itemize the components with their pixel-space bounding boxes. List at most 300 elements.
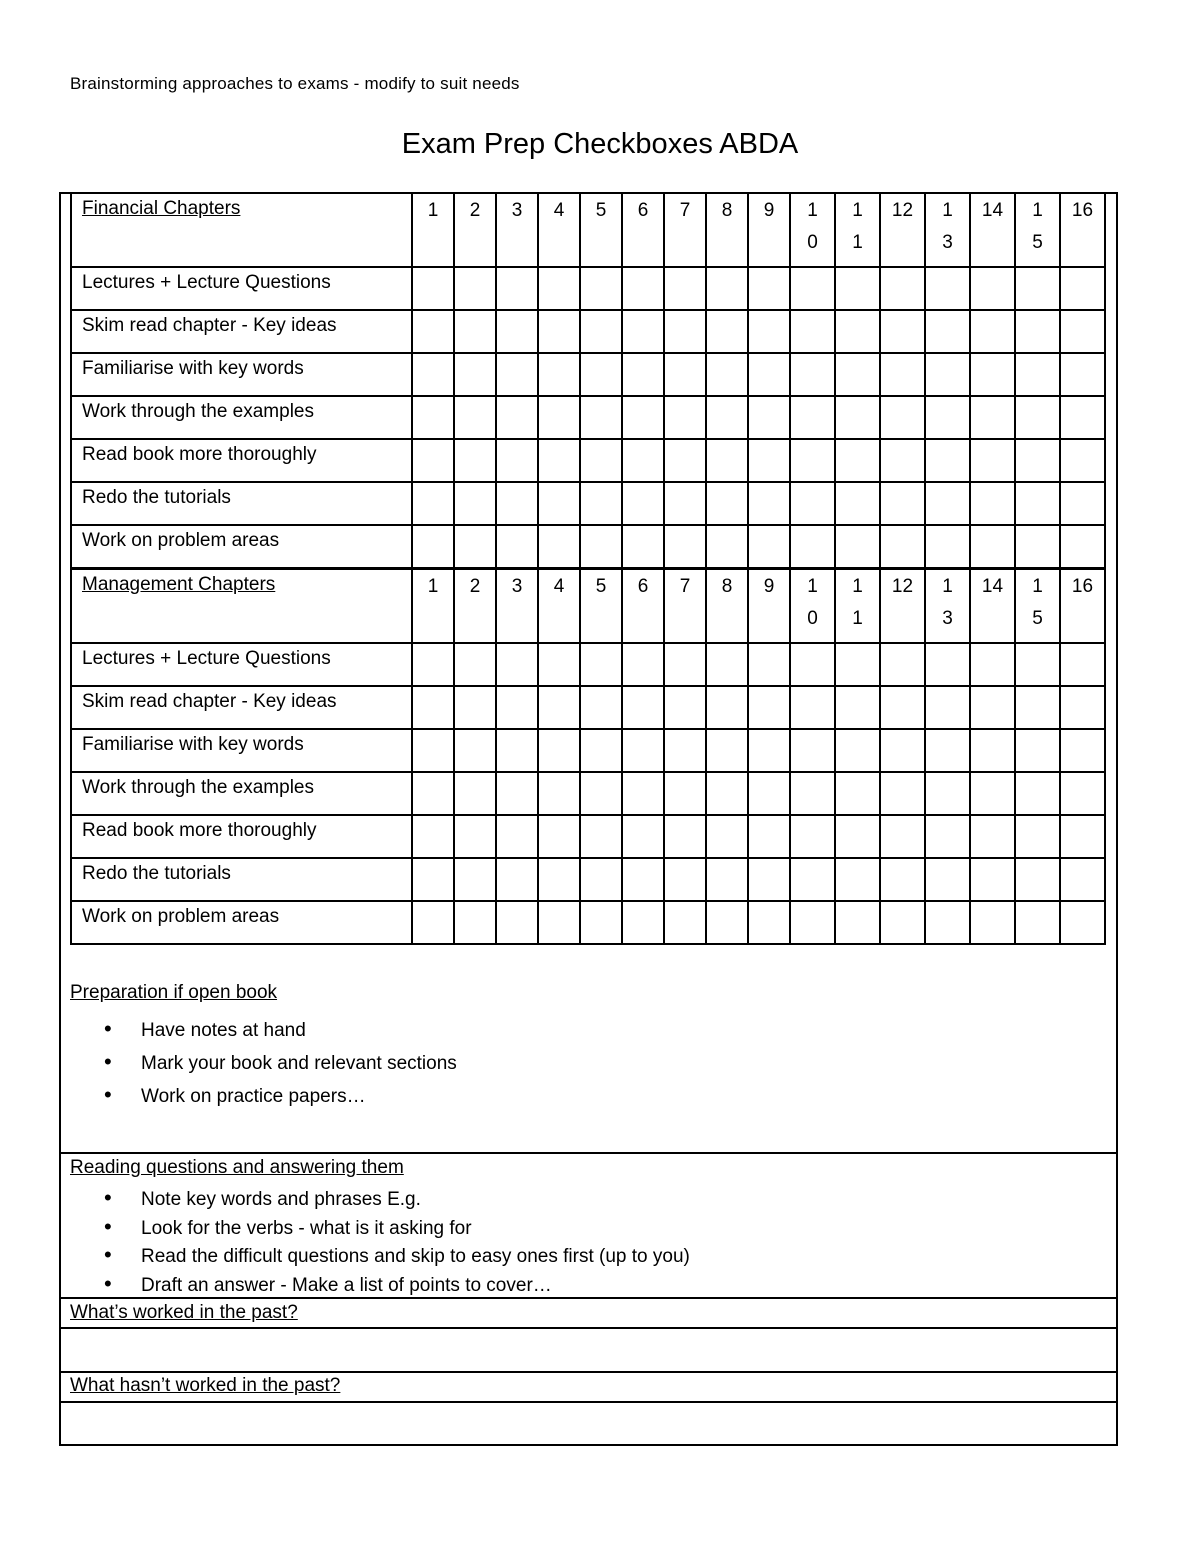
checkbox-cell[interactable] [1060,901,1105,944]
checkbox-cell[interactable] [706,353,748,396]
checkbox-cell[interactable] [454,815,496,858]
chapter-number-digit: 3 [511,200,523,221]
not-worked-heading: What hasn’t worked in the past? [70,1375,341,1396]
checkbox-cell[interactable] [538,396,580,439]
table-heading: Financial Chapters [82,198,241,219]
checkbox-cell[interactable] [622,525,664,568]
checkbox-cell[interactable] [835,525,880,568]
chapter-number-digit: 5 [1032,608,1043,629]
chapter-number-header [706,569,748,643]
task-label: Work through the examples [71,396,412,439]
checkbox-cell[interactable] [790,353,835,396]
chapter-number-digit: 1 [942,576,953,597]
chapter-number-digit: 1 [427,200,439,221]
checkbox-cell[interactable] [835,439,880,482]
checkbox-cell[interactable] [835,267,880,310]
checkbox-cell[interactable] [664,772,706,815]
checkbox-cell[interactable] [496,267,538,310]
list-item: • Have notes at hand [70,1014,457,1047]
financial-chapters-table [70,192,1106,569]
checkbox-cell[interactable] [970,729,1015,772]
checkbox-cell[interactable] [412,482,454,525]
chapter-number-header [622,569,664,643]
checkbox-cell[interactable] [1060,267,1105,310]
checkbox-cell[interactable] [538,525,580,568]
chapter-number-header [664,193,706,267]
checkbox-cell[interactable] [790,482,835,525]
checkbox-cell[interactable] [835,901,880,944]
checkbox-cell[interactable] [748,901,790,944]
checkbox-cell[interactable] [622,482,664,525]
checkbox-cell[interactable] [706,729,748,772]
checkbox-cell[interactable] [1060,396,1105,439]
chapter-number-header [1015,569,1060,643]
checkbox-cell[interactable] [496,353,538,396]
checkbox-cell[interactable] [706,396,748,439]
checkbox-cell[interactable] [970,396,1015,439]
checkbox-cell[interactable] [925,353,970,396]
checkbox-cell[interactable] [622,815,664,858]
checkbox-cell[interactable] [790,643,835,686]
checkbox-cell[interactable] [580,772,622,815]
checkbox-cell[interactable] [454,901,496,944]
checkbox-cell[interactable] [1015,396,1060,439]
checkbox-cell[interactable] [748,310,790,353]
chapter-number-digit: 16 [1071,576,1094,597]
checkbox-cell[interactable] [580,858,622,901]
checkbox-cell[interactable] [580,643,622,686]
checkbox-cell[interactable] [454,439,496,482]
checkbox-cell[interactable] [664,858,706,901]
checkbox-cell[interactable] [880,815,925,858]
checkbox-cell[interactable] [880,310,925,353]
task-label: Lectures + Lecture Questions [71,643,412,686]
checkbox-cell[interactable] [412,525,454,568]
chapter-number-header [412,193,454,267]
checkbox-cell[interactable] [1015,482,1060,525]
checkbox-cell[interactable] [925,729,970,772]
checkbox-cell[interactable] [880,353,925,396]
checkbox-cell[interactable] [622,772,664,815]
checkbox-cell[interactable] [706,310,748,353]
chapter-number-digit: 5 [1032,232,1043,253]
chapter-number-header [1015,193,1060,267]
checkbox-cell[interactable] [925,643,970,686]
checkbox-cell[interactable] [454,858,496,901]
checkbox-cell[interactable] [496,310,538,353]
checkbox-cell[interactable] [496,901,538,944]
checkbox-cell[interactable] [706,439,748,482]
chapter-number-header [496,193,538,267]
checkbox-cell[interactable] [925,525,970,568]
checkbox-cell[interactable] [664,310,706,353]
checkbox-cell[interactable] [496,525,538,568]
checkbox-cell[interactable] [748,858,790,901]
checkbox-cell[interactable] [706,525,748,568]
checkbox-cell[interactable] [580,439,622,482]
checkbox-cell[interactable] [622,686,664,729]
chapter-number-digit: 14 [981,576,1004,597]
checkbox-cell[interactable] [970,525,1015,568]
checkbox-cell[interactable] [454,353,496,396]
checkbox-cell[interactable] [835,858,880,901]
table-row [71,525,1105,568]
checkbox-cell[interactable] [454,729,496,772]
checkbox-cell[interactable] [412,858,454,901]
checkbox-cell[interactable] [1015,267,1060,310]
checkbox-cell[interactable] [664,267,706,310]
checkbox-cell[interactable] [454,396,496,439]
checkbox-cell[interactable] [880,858,925,901]
list-item: • Work on practice papers… [70,1080,457,1113]
checkbox-cell[interactable] [496,439,538,482]
checkbox-cell[interactable] [1015,643,1060,686]
chapter-number-header [622,193,664,267]
chapter-number-digit: 0 [807,608,818,629]
checkbox-cell[interactable] [580,901,622,944]
chapter-number-header [925,569,970,643]
checkbox-cell[interactable] [748,525,790,568]
checkbox-cell[interactable] [580,396,622,439]
checkbox-cell[interactable] [412,901,454,944]
checkbox-cell[interactable] [880,772,925,815]
checkbox-cell[interactable] [706,267,748,310]
checkbox-cell[interactable] [970,267,1015,310]
task-label: Familiarise with key words [71,353,412,396]
checkbox-cell[interactable] [580,686,622,729]
checkbox-cell[interactable] [970,643,1015,686]
checkbox-cell[interactable] [538,267,580,310]
checkbox-cell[interactable] [538,901,580,944]
list-item: • Note key words and phrases E.g. [70,1186,690,1215]
chapter-number-header [538,569,580,643]
reading-heading: Reading questions and answering them [70,1157,404,1178]
task-label: Familiarise with key words [71,729,412,772]
checkbox-cell[interactable] [925,310,970,353]
checkbox-cell[interactable] [496,858,538,901]
checkbox-cell[interactable] [1060,729,1105,772]
section-divider [59,1327,1118,1329]
checkbox-cell[interactable] [538,310,580,353]
checkbox-cell[interactable] [664,482,706,525]
checkbox-cell[interactable] [454,525,496,568]
chapter-number-digit: 14 [981,200,1004,221]
checkbox-cell[interactable] [412,772,454,815]
checkbox-cell[interactable] [748,729,790,772]
checkbox-cell[interactable] [880,482,925,525]
chapter-number-digit: 6 [637,200,649,221]
checkbox-cell[interactable] [790,439,835,482]
checkbox-cell[interactable] [622,267,664,310]
checkbox-cell[interactable] [790,729,835,772]
checkbox-cell[interactable] [880,267,925,310]
checkbox-cell[interactable] [538,729,580,772]
checkbox-cell[interactable] [1015,815,1060,858]
checkbox-cell[interactable] [748,815,790,858]
checkbox-cell[interactable] [835,482,880,525]
checkbox-cell[interactable] [1015,686,1060,729]
checkbox-cell[interactable] [1060,815,1105,858]
checkbox-cell[interactable] [706,815,748,858]
checkbox-cell[interactable] [496,643,538,686]
table-row [71,729,1105,772]
management-chapters-table [70,568,1106,945]
checkbox-cell[interactable] [664,686,706,729]
checkbox-cell[interactable] [835,815,880,858]
chapter-number-header [970,569,1015,643]
checkbox-cell[interactable] [412,643,454,686]
checkbox-cell[interactable] [454,267,496,310]
checkbox-cell[interactable] [1060,772,1105,815]
checkbox-cell[interactable] [925,815,970,858]
checkbox-cell[interactable] [1060,482,1105,525]
checkbox-cell[interactable] [664,439,706,482]
checkbox-cell[interactable] [622,901,664,944]
checkbox-cell[interactable] [1015,729,1060,772]
checkbox-cell[interactable] [790,267,835,310]
checkbox-cell[interactable] [970,901,1015,944]
checkbox-cell[interactable] [664,525,706,568]
chapter-number-digit: 1 [852,608,863,629]
checkbox-cell[interactable] [748,686,790,729]
checkbox-cell[interactable] [580,729,622,772]
open-book-heading: Preparation if open book [70,982,278,1003]
checkbox-cell[interactable] [706,643,748,686]
checkbox-cell[interactable] [790,858,835,901]
checkbox-cell[interactable] [925,439,970,482]
checkbox-cell[interactable] [538,353,580,396]
chapter-number-header [748,193,790,267]
task-label: Work on problem areas [71,525,412,568]
chapter-number-header [790,569,835,643]
checkbox-cell[interactable] [880,439,925,482]
checkbox-cell[interactable] [880,729,925,772]
checkbox-cell[interactable] [790,901,835,944]
table-row [71,482,1105,525]
checkbox-cell[interactable] [1060,525,1105,568]
checkbox-cell[interactable] [412,310,454,353]
checkbox-cell[interactable] [1015,772,1060,815]
section-divider [59,1371,1118,1373]
checkbox-cell[interactable] [454,482,496,525]
checkbox-cell[interactable] [538,815,580,858]
checkbox-cell[interactable] [835,310,880,353]
checkbox-cell[interactable] [454,686,496,729]
checkbox-cell[interactable] [790,525,835,568]
chapter-number-digit: 9 [763,576,775,597]
checkbox-cell[interactable] [790,772,835,815]
list-item: • Draft an answer - Make a list of points to cover… [70,1272,690,1301]
checkbox-cell[interactable] [706,901,748,944]
checkbox-cell[interactable] [835,353,880,396]
chapter-number-header [664,569,706,643]
checkbox-cell[interactable] [1015,525,1060,568]
checkbox-cell[interactable] [496,686,538,729]
checkbox-cell[interactable] [1015,858,1060,901]
checkbox-cell[interactable] [835,643,880,686]
checkbox-cell[interactable] [538,686,580,729]
table-row [71,439,1105,482]
checkbox-cell[interactable] [835,729,880,772]
checkbox-cell[interactable] [790,310,835,353]
chapter-number-header [835,569,880,643]
checkbox-cell[interactable] [925,686,970,729]
checkbox-cell[interactable] [538,439,580,482]
chapter-number-header [706,193,748,267]
checkbox-cell[interactable] [580,482,622,525]
checkbox-cell[interactable] [664,729,706,772]
checkbox-cell[interactable] [880,686,925,729]
checkbox-cell[interactable] [748,439,790,482]
checkbox-cell[interactable] [580,310,622,353]
chapter-number-header [538,193,580,267]
checkbox-cell[interactable] [1015,901,1060,944]
checkbox-cell[interactable] [622,396,664,439]
checkbox-cell[interactable] [580,353,622,396]
checkbox-cell[interactable] [496,815,538,858]
checkbox-cell[interactable] [706,858,748,901]
checkbox-cell[interactable] [790,815,835,858]
checkbox-cell[interactable] [496,396,538,439]
checkbox-cell[interactable] [970,482,1015,525]
checkbox-cell[interactable] [496,772,538,815]
checkbox-cell[interactable] [622,439,664,482]
checkbox-cell[interactable] [880,525,925,568]
checkbox-cell[interactable] [706,772,748,815]
checkbox-cell[interactable] [1060,353,1105,396]
checkbox-cell[interactable] [412,267,454,310]
checkbox-cell[interactable] [970,310,1015,353]
chapter-number-digit: 1 [807,200,818,221]
checkbox-cell[interactable] [622,310,664,353]
checkbox-cell[interactable] [412,439,454,482]
checkbox-cell[interactable] [454,643,496,686]
chapter-number-header [880,569,925,643]
checkbox-cell[interactable] [496,482,538,525]
chapter-number-header [496,569,538,643]
checkbox-cell[interactable] [412,396,454,439]
checkbox-cell[interactable] [664,901,706,944]
checkbox-cell[interactable] [835,772,880,815]
chapter-number-header [454,193,496,267]
checkbox-cell[interactable] [748,772,790,815]
checkbox-cell[interactable] [538,772,580,815]
chapter-number-digit: 1 [852,576,863,597]
chapter-number-header [970,193,1015,267]
checkbox-cell[interactable] [706,482,748,525]
checkbox-cell[interactable] [412,686,454,729]
checkbox-cell[interactable] [580,267,622,310]
checkbox-cell[interactable] [925,267,970,310]
checkbox-cell[interactable] [970,815,1015,858]
chapter-number-digit: 7 [679,200,691,221]
chapter-number-header [1060,193,1105,267]
chapter-number-digit: 4 [553,200,565,221]
checkbox-cell[interactable] [925,772,970,815]
checkbox-cell[interactable] [1015,310,1060,353]
checkbox-cell[interactable] [835,686,880,729]
checkbox-cell[interactable] [538,858,580,901]
checkbox-cell[interactable] [412,353,454,396]
checkbox-cell[interactable] [748,482,790,525]
chapter-number-digit: 5 [595,576,607,597]
checkbox-cell[interactable] [880,396,925,439]
checkbox-cell[interactable] [664,353,706,396]
list-item: • Look for the verbs - what is it asking for [70,1215,690,1244]
checkbox-cell[interactable] [664,815,706,858]
checkbox-cell[interactable] [970,772,1015,815]
chapter-number-digit: 16 [1071,200,1094,221]
task-label: Read book more thoroughly [71,815,412,858]
chapter-number-digit: 1 [1032,576,1043,597]
checkbox-cell[interactable] [664,643,706,686]
checkbox-cell[interactable] [538,482,580,525]
checkbox-cell[interactable] [622,729,664,772]
checkbox-cell[interactable] [790,686,835,729]
chapter-number-header [880,193,925,267]
checkbox-cell[interactable] [1060,439,1105,482]
checkbox-cell[interactable] [580,525,622,568]
checkbox-cell[interactable] [748,396,790,439]
checkbox-cell[interactable] [880,643,925,686]
section-divider [59,1152,1118,1154]
chapter-number-header [412,569,454,643]
checkbox-cell[interactable] [1060,310,1105,353]
checkbox-cell[interactable] [580,815,622,858]
checkbox-cell[interactable] [748,267,790,310]
checkbox-cell[interactable] [664,396,706,439]
checkbox-cell[interactable] [706,686,748,729]
checkbox-cell[interactable] [970,353,1015,396]
checkbox-cell[interactable] [1060,858,1105,901]
checkbox-cell[interactable] [622,643,664,686]
checkbox-cell[interactable] [622,858,664,901]
checkbox-cell[interactable] [496,729,538,772]
chapter-number-digit: 2 [469,200,481,221]
page-subtitle: Brainstorming approaches to exams - modify to suit needs [70,74,520,93]
checkbox-cell[interactable] [925,901,970,944]
chapter-number-digit: 3 [942,608,953,629]
checkbox-cell[interactable] [538,643,580,686]
chapter-number-header [1060,569,1105,643]
checkbox-cell[interactable] [454,310,496,353]
checkbox-cell[interactable] [970,858,1015,901]
chapter-number-header [925,193,970,267]
checkbox-cell[interactable] [412,729,454,772]
checkbox-cell[interactable] [622,353,664,396]
checkbox-cell[interactable] [835,396,880,439]
checkbox-cell[interactable] [970,686,1015,729]
checkbox-cell[interactable] [970,439,1015,482]
checkbox-cell[interactable] [925,396,970,439]
checkbox-cell[interactable] [1060,686,1105,729]
task-label: Work through the examples [71,772,412,815]
checkbox-cell[interactable] [925,858,970,901]
task-label: Redo the tutorials [71,858,412,901]
checkbox-cell[interactable] [454,772,496,815]
checkbox-cell[interactable] [880,901,925,944]
checkbox-cell[interactable] [1015,353,1060,396]
chapter-number-digit: 8 [721,200,733,221]
checkbox-cell[interactable] [790,396,835,439]
checkbox-cell[interactable] [1015,439,1060,482]
checkbox-cell[interactable] [748,353,790,396]
checkbox-cell[interactable] [412,815,454,858]
chapter-number-digit: 1 [807,576,818,597]
checkbox-cell[interactable] [925,482,970,525]
checkbox-cell[interactable] [748,643,790,686]
checkbox-cell[interactable] [1060,643,1105,686]
